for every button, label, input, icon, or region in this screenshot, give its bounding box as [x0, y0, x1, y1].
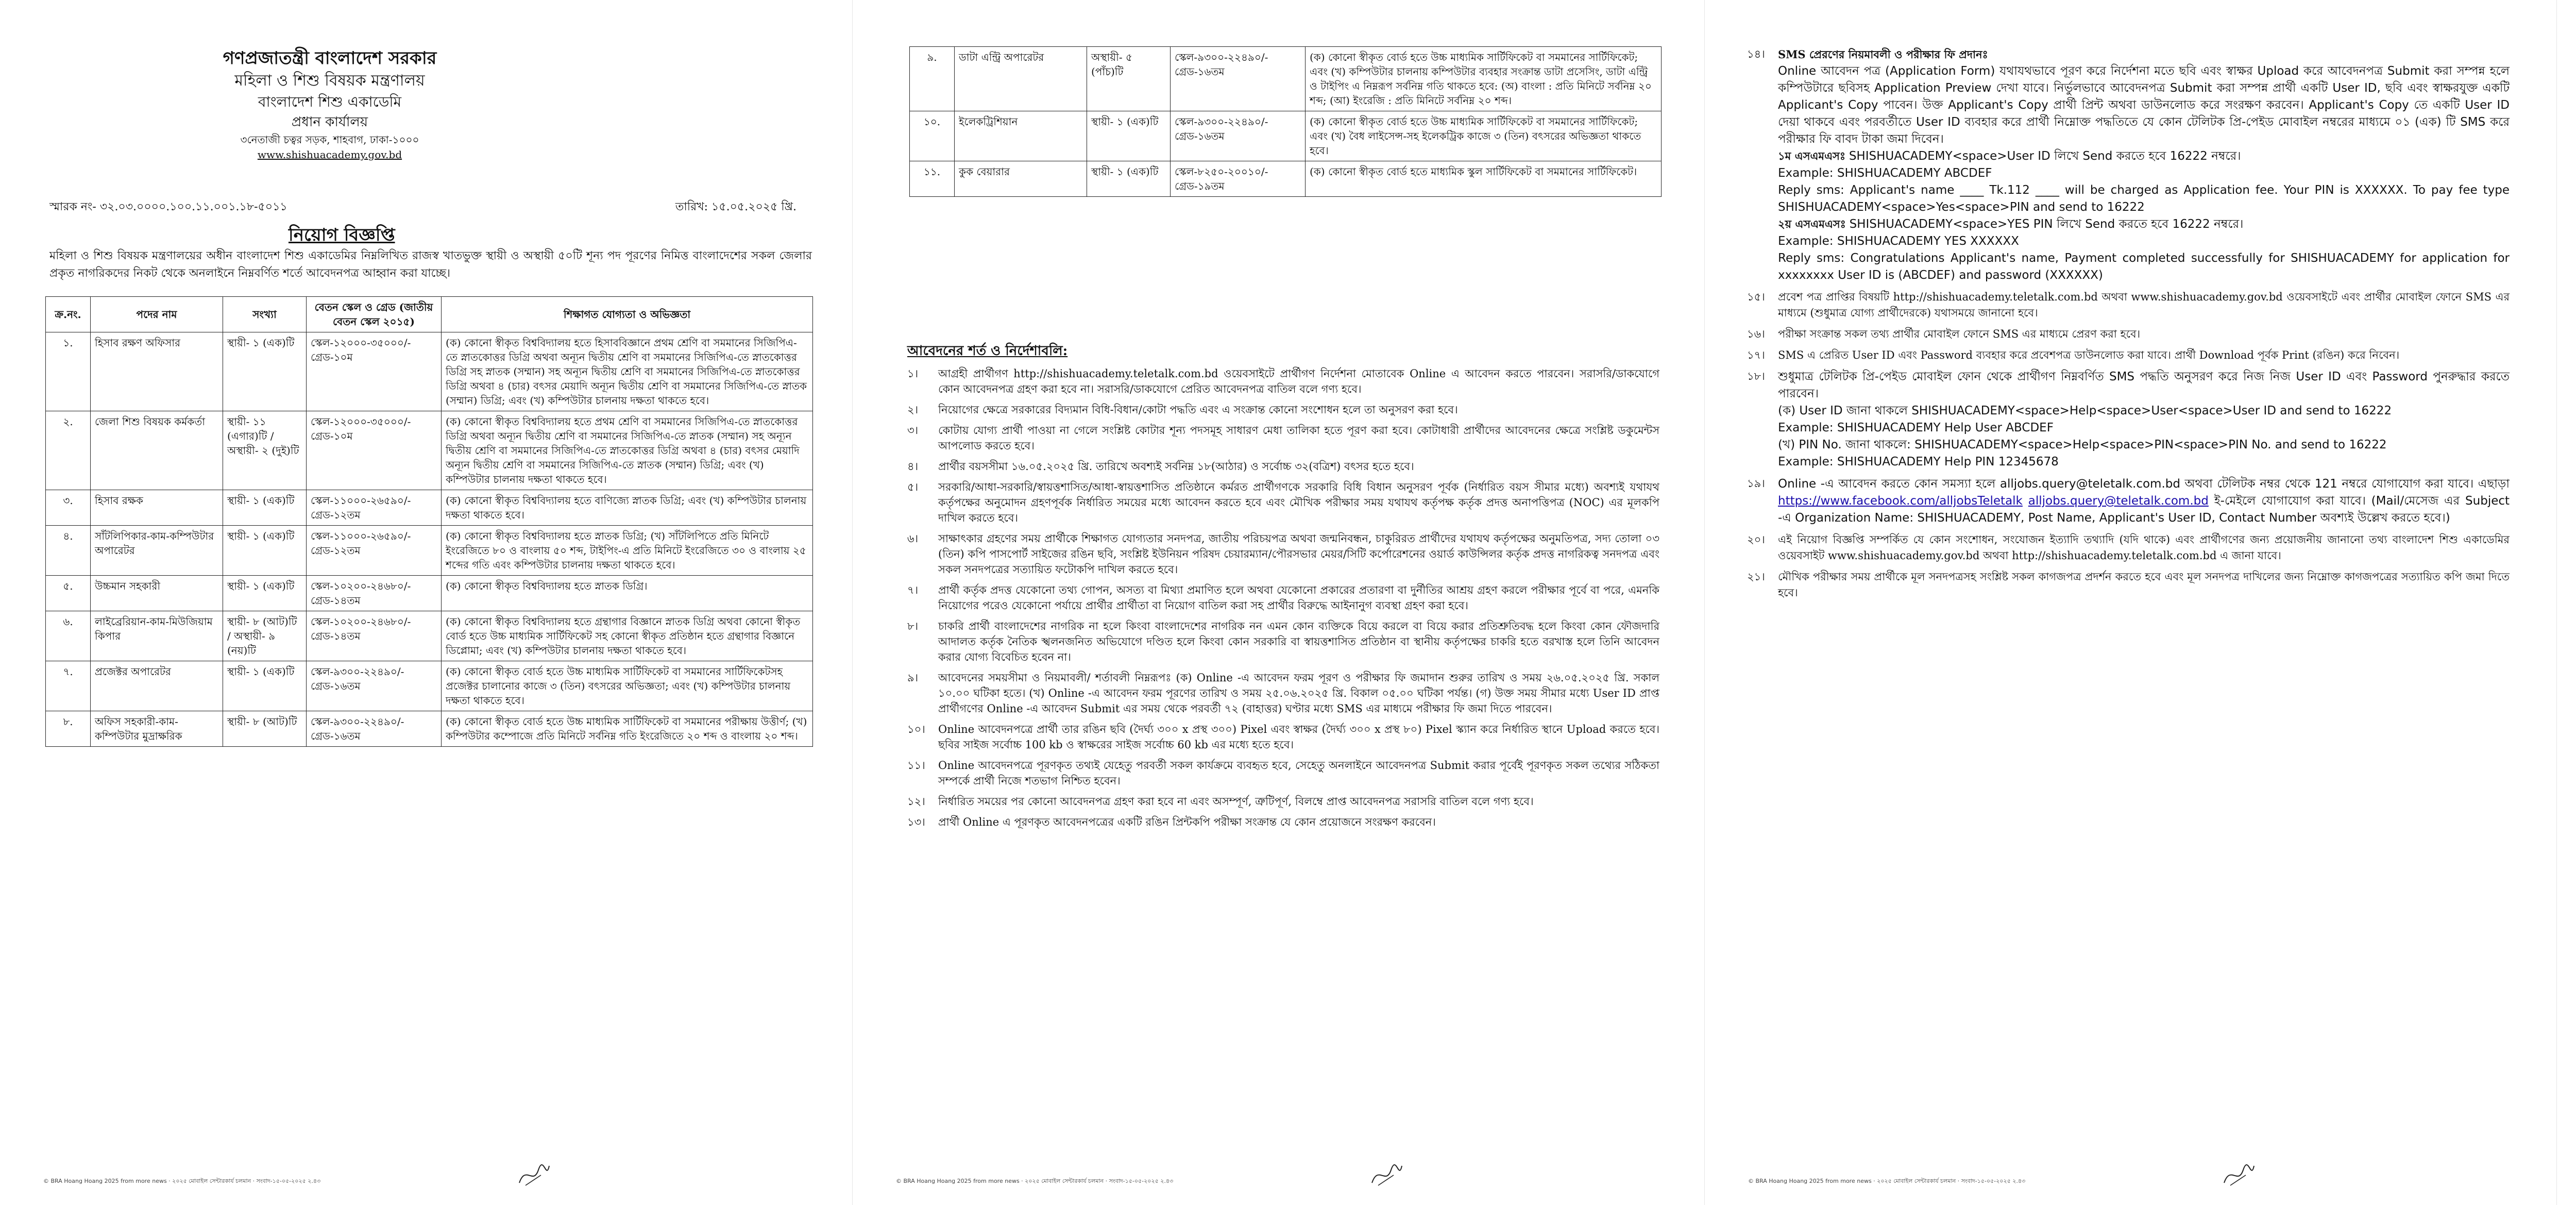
condition-text: প্রার্থী কর্তৃক প্রদত্ত যেকোনো তথ্য গোপন, অসত্য বা মিথ্যা প্রমাণিত হলে অথবা যেকোনো প্রকারের প্রতারণা বা দুর্নীতির আশ্রয় গ্রহণ করলে পরীক্ষার পূর্বে বা পরে, এমনকি নিয়োগের পরেও যেকোনো পর্যায়ে প্রার্থীর প্রার্থীতা বা নিয়োগ বাতিল করা সহ প্রার্থীর বিরুদ্ধে আইনানুগ ব্যবস্থা গ্রহণ করা হবে। — [938, 584, 1659, 612]
sms-section-title: SMS প্রেরণের নিয়মাবলী ও পরীক্ষার ফি প্রদানঃ — [1778, 48, 1988, 61]
cell-qual: (ক) কোনো স্বীকৃত বিশ্ববিদ্যালয় হতে বাণিজ্যে স্নাতক ডিগ্রি; এবং (খ) কম্পিউটার চালনায় দক্ষতা থাকতে হবে। — [442, 490, 813, 526]
memo-row — [49, 198, 812, 217]
cell-qual: (ক) কোনো স্বীকৃত বিশ্ববিদ্যালয় হতে প্রথম শ্রেণি বা সমমানের সিজিপিএ-তে স্নাতকোত্তর ডিগ্রি অথবা অন্যূন দ্বিতীয় শ্রেণি বা সমমানের সিজিপিএ-তে স্নাতক (সম্মান) সহ অন্যূন দ্বিতীয় শ্রেণি বা সমমানের সিজিপিএ-তে স্নাতকোত্তর ডিগ্রি অথবা ৪ (চার) বৎসর মেয়াদি অন্যূন দ্বিতীয় শ্রেণি বা সমমানের সিজিপিএ-তে স্নাতক (সম্মান) ডিগ্রি; এবং (খ) কম্পিউটার চালনায় দক্ষতা থাকতে হবে। — [442, 411, 813, 490]
item-number: ১৪। — [1747, 48, 1765, 60]
cell-no: ৪. — [46, 526, 91, 576]
memo-number: স্মারক নং- ৩২.০৩.০০০০.১০০.১১.০০১.১৮-৫০১১ — [49, 200, 287, 213]
col-qualification: শিক্ষাগত যোগ্যতা ও অভিজ্ঞতা — [442, 297, 813, 332]
condition-number: ৪। — [907, 460, 919, 473]
page-3 — [1704, 0, 2556, 1205]
cell-name: প্রজেক্টর অপারেটর — [91, 661, 223, 711]
cell-scale: স্কেল-৯৩০০-২২৪৯০/- গ্রেড-১৬তম — [307, 711, 442, 747]
condition-number: ১২। — [907, 795, 925, 808]
header-line-2: মহিলা ও শিশু বিষয়ক মন্ত্রণালয় — [234, 72, 425, 90]
table-row — [46, 526, 813, 576]
cell-name: ইলেকট্রিশিয়ান — [955, 111, 1087, 161]
condition-item — [907, 618, 1659, 665]
condition-number: ৬। — [907, 532, 919, 545]
header-line-1: গণপ্রজাতন্ত্রী বাংলাদেশ সরকার — [223, 48, 437, 69]
cell-qual: (ক) কোনো স্বীকৃত বোর্ড হতে উচ্চ মাধ্যমিক সার্টিফিকেট বা সমমানের সার্টিফিকেটসহ প্রজেক্টর চালানোর কাজে ৩ (তিন) বৎসরের অভিজ্ঞতা; এবং (খ) কম্পিউটার চালনায় দক্ষতা থাকতে হবে। — [442, 661, 813, 711]
table-row — [910, 161, 1662, 197]
cell-count: স্থায়ী- ১১ (এগার)টি / অস্থায়ী- ২ (দুই)টি — [223, 411, 307, 490]
viva-docs-info: মৌখিক পরীক্ষার সময় প্রার্থীকে মূল সনদপত্রসহ সংশ্লিষ্ট সকল কাগজপত্র প্রদর্শন করতে হবে এবং মূল সনদপত্র দাখিলের জন্য নিম্নোক্ত কাগজপত্রের সত্যায়িত কপি জমা দিতে হবে। — [1778, 571, 2510, 599]
condition-item — [907, 670, 1659, 716]
cell-count: স্থায়ী- ৮ (আট)টি — [223, 711, 307, 747]
table-row — [46, 490, 813, 526]
condition-text: নির্ধারিত সময়ের পর কোনো আবেদনপত্র গ্রহণ করা হবে না এবং অসম্পূর্ণ, ত্রুটিপূর্ণ, বিলম্বে প্রাপ্ত আবেদনপত্র সরাসরি বাতিল বলে গণ্য হবে। — [938, 795, 1534, 808]
condition-number: ৫। — [907, 481, 919, 493]
step1-reply: Reply sms: Applicant's name ____ Tk.112 ____ will be charged as Application fee. Your PIN is XXXXXX. To pay fee type SHISHUACADEMY<space>Yes<space>PIN and send to 16222 — [1778, 183, 2510, 214]
cell-no: ৭. — [46, 661, 91, 711]
condition-text: Online আবেদনপত্রে প্রার্থী তার রঙিন ছবি (দৈর্ঘ্য ৩০০ x প্রস্থ ৩০০) Pixel এবং স্বাক্ষর (দৈর্ঘ্য ৩০০ x প্রস্থ ৮০) Pixel স্ক্যান করে নির্ধারিত স্থানে Upload করতে হবে। ছবির সাইজ সর্বোচ্চ 100 kb ও স্বাক্ষরের সাইজ সর্বোচ্চ 60 kb এর মধ্যে হতে হবে। — [938, 723, 1659, 751]
cell-name: ডাটা এন্ট্রি অপারেটর — [955, 47, 1087, 111]
posts-table-continued — [909, 46, 1662, 197]
cell-count: স্থায়ী- ১ (এক)টি — [223, 576, 307, 611]
conditions-title: আবেদনের শর্ত ও নির্দেশাবলি: — [907, 343, 1068, 359]
table-header-row — [46, 297, 813, 332]
recovery-user-id: (ক) User ID জানা থাকলে SHISHUACADEMY<space>Help<space>User<space>User ID and send to 16222 — [1778, 404, 2392, 417]
cell-scale: স্কেল-৯৩০০-২২৪৯০/- গ্রেড-১৬তম — [1171, 47, 1306, 111]
condition-item — [907, 479, 1659, 526]
cell-count: স্থায়ী- ১ (এক)টি — [1087, 111, 1171, 161]
cell-scale: স্কেল-১২০০০-৩৫০০০/- গ্রেড-১০ম — [307, 411, 442, 490]
condition-number: ১০। — [907, 723, 925, 735]
header-address: ৩নেতাজী চত্বর সড়ক, শাহবাগ, ঢাকা-১০০০ — [240, 133, 419, 146]
condition-number: ৩। — [907, 424, 919, 437]
condition-text: চাকরি প্রার্থী বাংলাদেশের নাগরিক না হলে কিংবা বাংলাদেশের নাগরিক নন এমন কোন ব্যক্তিকে বিয়ে করলে বা বিয়ে করার প্রতিশ্রুতিবদ্ধ হলে কিংবা কোন ফৌজদারি আদালত কর্তৃক নৈতিক স্খলনজনিত অভিযোগে দণ্ডিত হলে কিংবা কোন সরকারি বা স্বায়ত্তশাসিত প্রতিষ্ঠান বা স্থানীয় কর্তৃপক্ষের চাকরি হতে বরখাস্ত হলে তিনি আবেদন করার যোগ্য বিবেচিত হবেন না। — [938, 620, 1659, 663]
memo-date: তারিখ: ১৫.০৫.২০২৫ খ্রি. — [675, 200, 796, 213]
cell-scale: স্কেল-৯৩০০-২২৪৯০/- গ্রেড-১৬তম — [1171, 111, 1306, 161]
cell-count: স্থায়ী- ১ (এক)টি — [223, 526, 307, 576]
page-footer: © BRA Hoang Hoang 2025 from more news · ২০২৫ মোবাইল সেন্টারকার্য চলমান · সংবাদ-১৫-০৫-২০২৫ ২.৪৩ — [896, 1178, 1174, 1184]
condition-text: Online আবেদনপত্রে পূরণকৃত তথ্যই যেহেতু পরবর্তী সকল কার্যক্রমে ব্যবহৃত হবে, সেহেতু অনলাইনে আবেদনপত্র Submit করার পূর্বেই পূরণকৃত সকল তথ্যের সঠিকতা সম্পর্কে প্রার্থী নিজে শতভাগ নিশ্চিত হবেন। — [938, 759, 1659, 787]
posts-table — [45, 296, 813, 747]
amendment-info: এই নিয়োগ বিজ্ঞপ্তি সম্পর্কিত যে কোন সংশোধন, সংযোজন ইত্যাদি তথ্যাদি (যদি থাকে) এবং প্রার্থীগণের জন্য প্রয়োজনীয় জানানো তথ্য বাংলাদেশ শিশু একাডেমির ওয়েবসাইট www.shishuacademy.gov.bd অথবা http://shishuacademy.teletalk.com.bd এ জানা যাবে। — [1778, 533, 2510, 562]
facebook-link[interactable]: https://www.facebook.com/alljobsTeletalk — [1778, 494, 2023, 508]
condition-number: ১১। — [907, 759, 925, 772]
cell-count: স্থায়ী- ১ (এক)টি — [223, 661, 307, 711]
condition-text: প্রার্থীর বয়সসীমা ১৬.০৫.২০২৫ খ্রি. তারিখে অবশ্যই সর্বনিম্ন ১৮(আঠার) ও সর্বোচ্চ ৩২(বত্রিশ) বৎসর হতে হবে। — [938, 460, 1414, 473]
page-4 — [2556, 0, 2576, 1205]
step1-label: ১ম এসএমএসঃ — [1778, 149, 1846, 162]
cell-name: সাঁটলিপিকার-কাম-কম্পিউটার অপারেটর — [91, 526, 223, 576]
helpline-text: Online -এ আবেদন করতে কোন সমস্যা হলে alljobs.query@teletalk.com.bd অথবা টেলিটক নম্বর থেকে 121 নম্বরে যোগাযোগ করা যাবে। এছাড়া — [1778, 477, 2510, 491]
sms-section-text: Online আবেদন পত্র (Application Form) যথাযথভাবে পূরণ করে নির্দেশনা মতে ছবি এবং স্বাক্ষর Upload করে আবেদনপত্র Submit করা সম্পন্ন হলে কম্পিউটারে ছবিসহ Application Preview দেখা যাবে। নির্ভুলভাবে আবেদনপত্র Submit করা সম্পন্ন প্রার্থী একটি User ID, ছবি এবং স্বাক্ষরযুক্ত একটি Applicant's Copy পাবেন। উক্ত Applicant's Copy প্রার্থী প্রিন্ট অথবা ডাউনলোড করে সংরক্ষণ করবেন। Applicant's Copy তে একটি User ID দেয়া থাকবে এবং পরবর্তীতে User ID ব্যবহার করে প্রার্থী নিম্নোক্ত পদ্ধতিতে যে কোন টেলিটক প্রি-পেইড মোবাইল নম্বরের মাধ্যমে ০১ (এক) টি SMS করে পরীক্ষার ফি বাবদ টাকা জমা দিবেন। — [1778, 64, 2510, 146]
condition-item — [907, 423, 1659, 454]
cell-no: ১১. — [910, 161, 955, 197]
cell-scale: স্কেল-৯৩০০-২২৪৯০/- গ্রেড-১৬তম — [307, 661, 442, 711]
condition-number: ১৩। — [907, 816, 925, 828]
cell-name: জেলা শিশু বিষয়ক কর্মকর্তা — [91, 411, 223, 490]
condition-number: ১। — [907, 367, 919, 380]
table-row — [46, 711, 813, 747]
recovery-pin: (খ) PIN No. জানা থাকলে: SHISHUACADEMY<space>Help<space>PIN<space>PIN No. and send to 16222 — [1778, 438, 2387, 451]
step2-text: SHISHUACADEMY<space>YES PIN লিখে Send করতে হবে 16222 নম্বরে। — [1849, 217, 2244, 231]
condition-number: ৮। — [907, 620, 919, 632]
header-website-link[interactable]: www.shishuacademy.gov.bd — [257, 148, 402, 161]
exam-info-sms: পরীক্ষা সংক্রান্ত সকল তথ্য প্রার্থীর মোবাইল ফোনে SMS এর মাধ্যমে প্রেরণ করা হবে। — [1778, 328, 2141, 340]
cell-count: স্থায়ী- ১ (এক)টি — [223, 490, 307, 526]
step2-reply: Reply sms: Congratulations Applicant's name, Payment completed successfully for SHISHUACADEMY for application for xxxxxxxx User ID is (ABCDEF) and password (XXXXXX) — [1778, 252, 2510, 282]
cell-scale: স্কেল-৮২৫০-২০০১০/- গ্রেড-১৯তম — [1171, 161, 1306, 197]
table-row — [46, 411, 813, 490]
cell-qual: (ক) কোনো স্বীকৃত বিশ্ববিদ্যালয় হতে হিসাববিজ্ঞানে প্রথম শ্রেণি বা সমমানের সিজিপিএ-তে স্নাতকোত্তর ডিগ্রি অথবা অন্যূন দ্বিতীয় শ্রেণি বা সমমানের সিজিপিএ-তে স্নাতকোত্তর ডিগ্রি সহ স্নাতক (সম্মান) সহ অন্যূন দ্বিতীয় শ্রেণি বা সমমানের সিজিপিএ-তে স্নাতকোত্তর ডিগ্রি অথবা ৪ (চার) বৎসর মেয়াদি অন্যূন দ্বিতীয় শ্রেণি বা সমমানের সিজিপিএ-তে স্নাতক (সম্মান) ডিগ্রি; এবং (খ) কম্পিউটার চালনায় দক্ষতা থাকতে হবে। — [442, 332, 813, 411]
cell-name: লাইব্রেরিয়ান-কাম-মিউজিয়াম কিপার — [91, 611, 223, 661]
header-line-3: বাংলাদেশ শিশু একাডেমি — [258, 93, 402, 110]
cell-scale: স্কেল-১০২০০-২৪৬৮০/- গ্রেড-১৪তম — [307, 611, 442, 661]
recovery-user-example: Example: SHISHUACADEMY Help User ABCDEF — [1778, 421, 2054, 434]
initial-mark-icon — [1368, 1160, 1404, 1191]
condition-number: ৭। — [907, 584, 919, 596]
cell-count: অস্থায়ী- ৫ (পাঁচ)টি — [1087, 47, 1171, 111]
admit-card-info: প্রবেশ পত্র প্রাপ্তির বিষয়টি http://shishuacademy.teletalk.com.bd অথবা www.shishuacademy.gov.bd ওয়েবসাইটে এবং প্রার্থীর মোবাইল ফোনে SMS এর মাধ্যমে (শুধুমাত্র যোগ্য প্রার্থীদেরকে) যথাসময়ে জানানো হবে। — [1778, 291, 2510, 319]
sms-instructions: ১৪। SMS প্রেরণের নিয়মাবলী ও পরীক্ষার ফি প্রদানঃ Online আবেদন পত্র (Application Form) যথাযথভাবে পূরণ করে নির্দেশনা মতে ছবি এবং স্বাক্ষর Upload করে আবেদনপত্র Submit করা সম্পন্ন হলে কম্পিউটারে ছবিসহ Application Preview দেখা যাবে। নির্ভুলভাবে আবেদনপত্র Submit করা সম্পন্ন প্রার্থী একটি User ID, ছবি এবং স্বাক্ষরযুক্ত একটি Applicant's Copy পাবেন। উক্ত Applicant's Copy প্রার্থী প্রিন্ট অথবা ডাউনলোড করে সংরক্ষণ করবেন। Applicant's Copy তে একটি User ID দেয়া থাকবে এবং পরবর্তীতে User ID ব্যবহার করে প্রার্থী নিম্নোক্ত পদ্ধতিতে যে কোন টেলিটক প্রি-পেইড মোবাইল নম্বরের মাধ্যমে ০১ (এক) টি SMS করে পরীক্ষার ফি বাবদ টাকা জমা দিবেন। ১ম এসএমএসঃ SHISHUACADEMY<space>User ID লিখে Send করতে হবে 16222 নম্বরে। Example: SHISHUACADEMY ABCDEF Reply sms: Applicant's name ____ Tk.112 ____ will be charged as Application fee. Your PIN is XXXXXX. To pay fee type SHISHUACADEMY<space>Yes<space>PIN and send to 16222 ২য় এসএমএসঃ SHISHUACADEMY<space>YES PIN লিখে Send করতে হবে 16222 নম্বরে। Example: SHISHUACADEMY YES XXXXXX Reply sms: Congratulations Applicant's name, Payment completed successfully for SHISHUACADEMY for application for xxxxxxxx User ID is (ABCDEF) and password (XXXXXX) ১৫। প্রবেশ পত্র প্রাপ্তির বিষয়টি http://shishuacademy.teletalk.com.bd অথবা www.shishuacademy.gov.bd ওয়েবসাইটে এবং প্রার্থীর মোবাইল ফোনে SMS এর মাধ্যমে (শুধুমাত্র যোগ্য প্রার্থীদেরকে) যথাসময়ে জানানো হবে। ১৬। পরীক্ষা সংক্রান্ত সকল তথ্য প্রার্থীর মোবাইল ফোনে SMS এর মাধ্যমে প্রেরণ করা হবে। ১৭। SMS এ প্রেরিত User ID এবং Password ব্যবহার করে প্রবেশপত্র ডাউনলোড করা যাবে। প্রার্থী Download পূর্বক Print (রঙিন) করে নিবেন। ১৮। শুধুমাত্র টেলিটক প্রি-পেইড মোবাইল ফোন থেকে প্রার্থীগণ নিম্নবর্ণিত SMS পদ্ধতি অনুসরণ করে নিজ নিজ User ID এবং Password পুনরুদ্ধার করতে পারবেন। (ক) User ID জানা থাকলে SHISHUACADEMY<space>Help<space>User<space>User ID and send to 16222 Example: SHISHUACADEMY Help User ABCDEF (খ) PIN No. জানা থাকলে: SHISHUACADEMY<space>Help<space>PIN<space>PIN No. and send to 16222 Example: SHISHUACADEMY Help PIN 12345678 ১৯। Online -এ আবেদন করতে কোন সমস্যা হলে alljobs.query@teletalk.com.bd অথবা টেলিটক নম্বর থেকে 121 নম্বরে যোগাযোগ করা যাবে। এছাড়া https://www.facebook.com/alljobsTeletalk alljobs.query@teletalk.com.bd ই-মেইলে যোগাযোগ করা যাবে। (Mail/মেসেজ এর Subject -এ Organization Name: SHISHUACADEMY, Post Name, Applicant's User ID, Contact Number অবশ্যই উল্লেখ করতে হবে।) ২০। এই নিয়োগ বিজ্ঞপ্তি সম্পর্কিত যে কোন সংশোধন, সংযোজন ইত্যাদি তথ্যাদি (যদি থাকে) এবং প্রার্থীগণের জন্য প্রয়োজনীয় জানানো তথ্য বাংলাদেশ শিশু একাডেমির ওয়েবসাইট www.shishuacademy.gov.bd অথবা http://shishuacademy.teletalk.com.bd এ জানা যাবে। ২১। মৌখিক পরীক্ষার সময় প্রার্থীকে মূল সনদপত্রসহ সংশ্লিষ্ট সকল কাগজপত্র প্রদর্শন করতে হবে এবং মূল সনদপত্র দাখিলের জন্য নিম্নোক্ত কাগজপত্রের সত্যায়িত কপি জমা দিতে হবে। — [1747, 46, 2510, 606]
table-row — [910, 111, 1662, 161]
condition-text: সরকারি/আধা-সরকারি/স্বায়ত্তশাসিত/আধা-স্বায়ত্তশাসিত প্রতিষ্ঠানে কর্মরত প্রার্থীগণকে সরকারি বিধি বিধান অনুসরণ পূর্বক (নির্ধারিত বয়স সীমার মধ্যে) অবশ্যই যথাযথ কর্তৃপক্ষের অনুমোদন গ্রহণপূর্বক নির্ধারিত সময়ের মধ্যে আবেদন করতে হবে এবং মৌখিক পরীক্ষার সময় যথাযথ কর্তৃপক্ষ কর্তৃক প্রদত্ত অনাপত্তিপত্র (NOC) এর মূলকপি দাখিল করতে হবে। — [938, 481, 1659, 524]
condition-item — [907, 402, 1659, 417]
cell-qual: (ক) কোনো স্বীকৃত বিশ্ববিদ্যালয় হতে স্নাতক ডিগ্রি; (খ) সাঁটলিপিতে প্রতি মিনিটে ইংরেজিতে ৮০ ও বাংলায় ৫০ শব্দ, টাইপিং-এ প্রতি মিনিটে ইংরেজিতে ৩০ ও বাংলায় ২৫ শব্দের গতি এবং কম্পিউটার চালনায় দক্ষতা থাকতে হবে। — [442, 526, 813, 576]
table-row — [910, 47, 1662, 111]
condition-text: সাক্ষাৎকার গ্রহণের সময় প্রার্থীকে শিক্ষাগত যোগ্যতার সনদপত্র, জাতীয় পরিচয়পত্র অথবা জন্মনিবন্ধন, চাকুরিরত প্রার্থীদের যথাযথ কর্তৃপক্ষের অনুমতিপত্র, সদ্য তোলা ০৩ (তিন) কপি পাসপোর্ট সাইজের রঙিন ছবি, সংশ্লিষ্ট ইউনিয়ন পরিষদ চেয়ারম্যান/পৌরসভার মেয়র/সিটি কর্পোরেশনের ওয়ার্ড কাউন্সিলর কর্তৃক প্রদত্ত নাগরিকত্ব সনদপত্র এবং সকল সনদপত্রের সত্যায়িত ফটোকপি দাখিল করতে হবে। — [938, 532, 1659, 576]
cell-no: ৯. — [910, 47, 955, 111]
cell-qual: (ক) কোনো স্বীকৃত বিশ্ববিদ্যালয় হতে স্নাতক ডিগ্রি। — [442, 576, 813, 611]
cell-no: ১০. — [910, 111, 955, 161]
cell-scale: স্কেল-১০২০০-২৪৬৮০/- গ্রেড-১৪তম — [307, 576, 442, 611]
cell-name: উচ্চমান সহকারী — [91, 576, 223, 611]
initial-mark-icon — [2220, 1160, 2256, 1191]
cell-scale: স্কেল-১১০০০-২৬৫৯০/- গ্রেড-১২তম — [307, 490, 442, 526]
cell-count: স্থায়ী- ১ (এক)টি — [1087, 161, 1171, 197]
page-footer: © BRA Hoang Hoang 2025 from more news · ২০২৫ মোবাইল সেন্টারকার্য চলমান · সংবাদ-১৫-০৫-২০২৫ ২.৪৩ — [43, 1178, 321, 1184]
page-title: নিয়োগ বিজ্ঞপ্তি — [289, 225, 395, 245]
condition-item — [907, 794, 1659, 809]
download-admit: SMS এ প্রেরিত User ID এবং Password ব্যবহার করে প্রবেশপত্র ডাউনলোড করা যাবে। প্রার্থী Download পূর্বক Print (রঙিন) করে নিবেন। — [1778, 349, 2400, 361]
table-row — [46, 611, 813, 661]
cell-name: হিসাব রক্ষক — [91, 490, 223, 526]
condition-item — [907, 722, 1659, 752]
col-serial: ক্র.নং. — [46, 297, 91, 332]
intro-paragraph: মহিলা ও শিশু বিষয়ক মন্ত্রণালয়ের অধীন বাংলাদেশ শিশু একাডেমির নিম্নলিখিত রাজস্ব খাতভুক্ত স্থায়ী ও অস্থায়ী ৫০টি শূন্য পদ পূরণের নিমিত্ত বাংলাদেশের সকল জেলার প্রকৃত নাগরিকদের নিকট থেকে অনলাইনে নিম্নবর্ণিত শর্তে আবেদনপত্র আহ্বান করা যাচ্ছে। — [49, 249, 812, 280]
condition-text: কোটায় যোগ্য প্রার্থী পাওয়া না গেলে সংশ্লিষ্ট কোটার শূন্য পদসমূহ সাধারণ মেধা তালিকা হতে পূরণ করা হবে। কোটাধারী প্রার্থীদের আবেদনের ক্ষেত্রে সংশ্লিষ্ট ডকুমেন্টস আপলোড করতে হবে। — [938, 424, 1659, 452]
cell-no: ৫. — [46, 576, 91, 611]
condition-item — [907, 758, 1659, 789]
page-footer: © BRA Hoang Hoang 2025 from more news · ২০২৫ মোবাইল সেন্টারকার্য চলমান · সংবাদ-১৫-০৫-২০২৫ ২.৪৩ — [1748, 1178, 2026, 1184]
cell-name: কুক বেয়ারার — [955, 161, 1087, 197]
government-header — [196, 46, 464, 162]
cell-count: স্থায়ী- ১ (এক)টি — [223, 332, 307, 411]
table-row — [46, 576, 813, 611]
cell-scale: স্কেল-১২০০০-৩৫০০০/- গ্রেড-১০ম — [307, 332, 442, 411]
cell-name: অফিস সহকারী-কাম-কম্পিউটার মুদ্রাক্ষরিক — [91, 711, 223, 747]
recovery-intro: শুধুমাত্র টেলিটক প্রি-পেইড মোবাইল ফোন থেকে প্রার্থীগণ নিম্নবর্ণিত SMS পদ্ধতি অনুসরণ করে নিজ নিজ User ID এবং Password পুনরুদ্ধার করতে পারবেন। — [1778, 370, 2510, 400]
condition-text: নিয়োগের ক্ষেত্রে সরকারের বিদ্যমান বিধি-বিধান/কোটা পদ্ধতি এবং এ সংক্রান্ত কোনো সংশোধন হলে তা অনুসরণ করা হবে। — [938, 404, 1458, 416]
recovery-pin-example: Example: SHISHUACADEMY Help PIN 12345678 — [1778, 455, 2059, 468]
condition-item — [907, 582, 1659, 613]
condition-item — [907, 531, 1659, 577]
step1-example: Example: SHISHUACADEMY ABCDEF — [1778, 166, 1992, 180]
condition-text: আগ্রহী প্রার্থীগণ http://shishuacademy.teletalk.com.bd ওয়েবসাইটে প্রার্থীগণ নির্দেশনা মোতাবেক Online এ আবেদন করতে পারবেন। সরাসরি/ডাকযোগে কোন আবেদনপত্র গ্রহণ করা হবে না। সরাসরি/ডাকযোগে প্রেরিত আবেদনপত্র বাতিল বলে গণ্য হবে। — [938, 367, 1659, 395]
cell-count: স্থায়ী- ৮ (আট)টি / অস্থায়ী- ৯ (নয়)টি — [223, 611, 307, 661]
cell-no: ৩. — [46, 490, 91, 526]
cell-qual: (ক) কোনো স্বীকৃত বোর্ড হতে উচ্চ মাধ্যমিক সার্টিফিকেট বা সমমানের সার্টিফিকেট; এবং (খ) বৈধ লাইসেন্স-সহ ইলেকট্রিক কাজে ৩ (তিন) বৎসরের অভিজ্ঞতা থাকতে হবে। — [1306, 111, 1662, 161]
cell-qual: (ক) কোনো স্বীকৃত বিশ্ববিদ্যালয় হতে গ্রন্থাগার বিজ্ঞানে স্নাতক ডিগ্রি অথবা কোনো স্বীকৃত বোর্ড হতে উচ্চ মাধ্যমিক সার্টিফিকেট সহ কোনো স্বীকৃত প্রতিষ্ঠান হতে গ্রন্থাগার বিজ্ঞানে ডিপ্লোমা; এবং (খ) কম্পিউটার চালনায় দক্ষতা থাকতে হবে। — [442, 611, 813, 661]
cell-qual: (ক) কোনো স্বীকৃত বোর্ড হতে উচ্চ মাধ্যমিক সার্টিফিকেট বা সমমানের সার্টিফিকেট; এবং (খ) কম্পিউটার চালনায় কম্পিউটার ব্যবহার সংক্রান্ত ডাটা প্রসেসিং, ডাটা এন্ট্রি ও টাইপিং এ নিম্নরূপ সর্বনিম্ন গতি থাকতে হবে: (অ) বাংলা : প্রতি মিনিটে সর্বনিম্ন ২০ শব্দ; (আ) ইংরেজি : প্রতি মিনিটে সর্বনিম্ন ২০ শব্দ। — [1306, 47, 1662, 111]
cell-qual: (ক) কোনো স্বীকৃত বোর্ড হতে উচ্চ মাধ্যমিক সার্টিফিকেট বা সমমানের পরীক্ষায় উত্তীর্ণ; (খ) কম্পিউটার কম্পোজে প্রতি মিনিটে সর্বনিম্ন গতি ইংরেজিতে ২০ শব্দ ও বাংলায় ২০ শব্দ। — [442, 711, 813, 747]
header-line-4: প্রধান কার্যালয় — [291, 114, 368, 130]
condition-text: আবেদনের সময়সীমা ও নিয়মাবলী/ শর্তাবলী নিম্নরূপঃ (ক) Online -এ আবেদন ফরম পূরণ ও পরীক্ষার ফি জমাদান শুরুর তারিখ ও সময় ২৬.০৫.২০২৫ খ্রি. সকাল ১০.০০ ঘটিকা হতে। (খ) Online -এ আবেদন ফরম পূরণের তারিখ ও সময় ২৫.০৬.২০২৫ খ্রি. বিকাল ০৫.০০ ঘটিকা পর্যন্ত। (গ) উক্ত সময় সীমার মধ্যে User ID প্রাপ্ত প্রার্থীগণের Online -এ আবেদন Submit এর সময় থেকে পরবর্তী ৭২ (বাহাত্তর) ঘণ্টার মধ্যে SMS এর মাধ্যমে পরীক্ষার ফি জমা দিতে পারবেন। — [938, 672, 1659, 715]
cell-no: ৬. — [46, 611, 91, 661]
condition-item — [907, 366, 1659, 397]
cell-scale: স্কেল-১১০০০-২৬৫৯০/- গ্রেড-১২তম — [307, 526, 442, 576]
col-scale: বেতন স্কেল ও গ্রেড (জাতীয় বেতন স্কেল ২০১৫) — [307, 297, 442, 332]
condition-item — [907, 459, 1659, 474]
table-row — [46, 332, 813, 411]
col-post-name: পদের নাম — [91, 297, 223, 332]
table-row — [46, 661, 813, 711]
cell-name: হিসাব রক্ষণ অফিসার — [91, 332, 223, 411]
cell-no: ৮. — [46, 711, 91, 747]
cell-qual: (ক) কোনো স্বীকৃত বোর্ড হতে মাধ্যমিক স্কুল সার্টিফিকেট বা সমমানের সার্টিফিকেট। — [1306, 161, 1662, 197]
page-1 — [0, 0, 852, 1205]
email-link[interactable]: alljobs.query@teletalk.com.bd — [2028, 494, 2209, 508]
cell-no: ১. — [46, 332, 91, 411]
cell-no: ২. — [46, 411, 91, 490]
step2-example: Example: SHISHUACADEMY YES XXXXXX — [1778, 235, 2019, 248]
condition-text: প্রার্থী Online এ পূরণকৃত আবেদনপত্রের একটি রঙিন প্রিন্টকপি পরীক্ষা সংক্রান্ত যে কোন প্রয়োজনে সংরক্ষণ করবেন। — [938, 816, 1436, 828]
page-2 — [852, 0, 1704, 1205]
condition-item — [907, 814, 1659, 830]
conditions-list — [907, 366, 1659, 835]
step1-text: SHISHUACADEMY<space>User ID লিখে Send করতে হবে 16222 নম্বরে। — [1849, 149, 2241, 163]
condition-number: ৯। — [907, 672, 919, 684]
condition-number: ২। — [907, 404, 919, 416]
initial-mark-icon — [515, 1160, 551, 1191]
mail-subject-info: ই-মেইলে যোগাযোগ করা যাবে। (Mail/মেসেজ এর Subject -এ Organization Name: SHISHUACADEMY, Post Name, Applicant's User ID, Contact Number অবশ্যই উল্লেখ করতে হবে।) — [1778, 494, 2510, 525]
step2-label: ২য় এসএমএসঃ — [1778, 217, 1846, 230]
col-count: সংখ্যা — [223, 297, 307, 332]
